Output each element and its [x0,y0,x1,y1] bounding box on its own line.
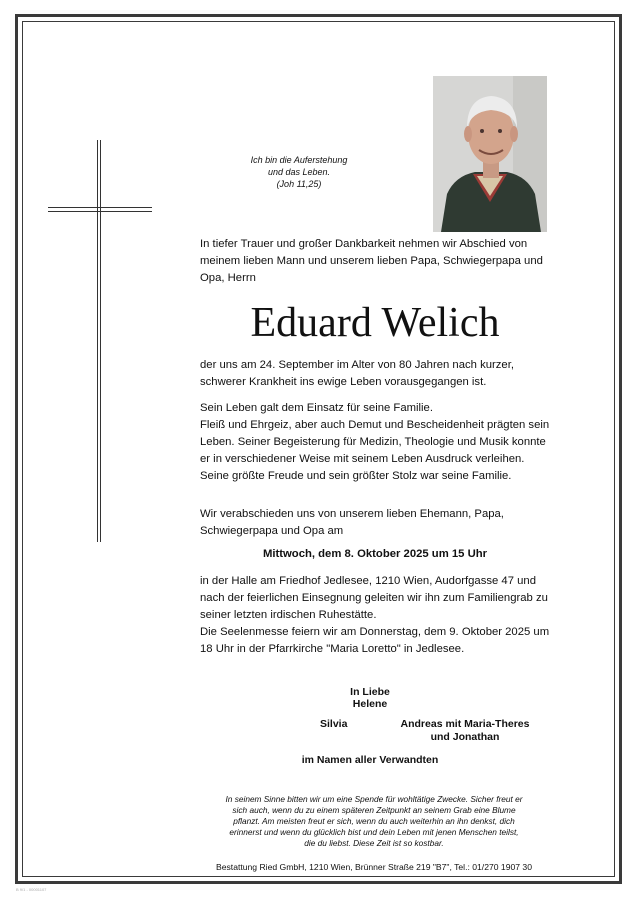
print-code: B 9/1 - 00001107 [16,887,47,892]
signature-relatives: im Namen aller Verwandten [301,754,439,766]
cross-horizontal-beam [48,207,152,212]
ceremony-text: in der Halle am Friedhof Jedlesee, 1210 Wien, Audorfgasse 47 und nach der feierlichen Einsegnung geleiten wir ihn zum Familiengrab zu seiner letzten irdischen Ruhestätte. [200,575,548,621]
donation-line-4: erinnerst und wenn du glücklich bist und dein Leben mit jenen Menschen teilst, [229,827,519,837]
farewell-text: Wir verabschieden uns von unserem lieben Ehemann, Papa, Schwiegerpapa und Opa am [200,508,504,537]
passing-text: der uns am 24. September im Alter von 80 Jahren nach kurzer, schwerer Krankheit ins ewige Leben vorausgegangen ist. [200,359,514,388]
funeral-home-contact: Bestattung Ried GmbH, 1210 Wien, Brünner Straße 219 "B7", Tel.: 01/270 1907 30 [216,862,532,872]
signature-silvia: Silvia [320,718,348,730]
life-text: Fleiß und Ehrgeiz, aber auch Demut und Bescheidenheit prägten sein Leben. Seiner Begeisterung für Medizin, Theologie und Musik konnte er in verschiedener Weise mit seinem Leben Ausdruck verleihen. Seine größte Freude und sein größter Stolz war seine Familie. [200,419,550,482]
donation-note [192,794,556,849]
quote-line-2: und das Leben. [267,167,331,177]
portrait-photo [433,76,547,232]
signature-jonathan: und Jonathan [430,731,500,743]
signature-helene: Helene [352,698,388,710]
donation-line-5: die du liebst. Diese Zeit ist so kostbar. [304,838,444,848]
signature-andreas: Andreas mit Maria-Theres [400,718,530,730]
cross-vertical-beam [97,140,101,542]
mass-text: Die Seelenmesse feiern wir am Donnerstag, dem 9. Oktober 2025 um 18 Uhr in der Pfarrkirche "Maria Loretto" in Jedlesee. [200,626,550,655]
donation-line-2: sich auch, wenn du zu einem späteren Zeitpunkt an seinem Grab eine Blume [232,805,516,815]
funeral-date: Mittwoch, dem 8. Oktober 2025 um 15 Uhr [262,548,488,560]
intro-text: In tiefer Trauer und großer Dankbarkeit nehmen wir Abschied von meinem lieben Mann und unserem lieben Papa, Schwiegerpapa und Opa, Herrn [200,238,543,284]
bible-quote [224,154,374,190]
signature-in-liebe: In Liebe [350,686,390,698]
life-text-line: Sein Leben galt dem Einsatz für seine Familie. [200,402,433,414]
quote-reference: (Joh 11,25) [276,179,322,189]
quote-line-1: Ich bin die Auferstehung [250,155,348,165]
deceased-name: Eduard Welich [250,300,500,346]
donation-line-1: In seinem Sinne bitten wir um eine Spende für wohltätige Zwecke. Sicher freut er [225,794,523,804]
donation-line-3: pflanzt. Am meisten freut er sich, wenn du auch weiterhin an ihn denkst, dich [233,816,515,826]
